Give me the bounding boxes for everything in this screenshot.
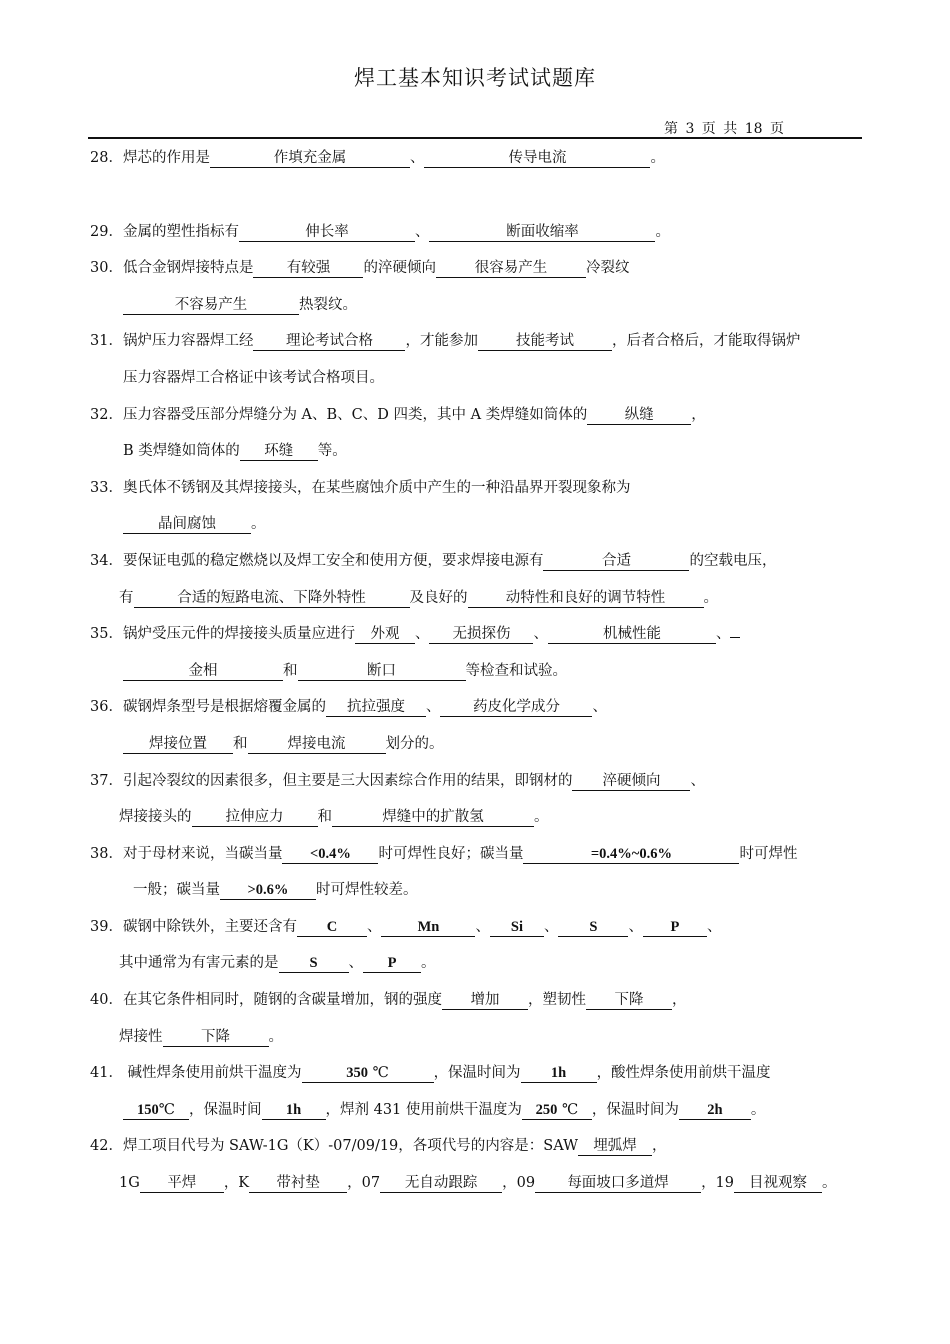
- answer-blank: 技能考试: [478, 333, 612, 351]
- question-32: 32．压力容器受压部分焊缝分为 A、B、C、D 四类，其中 A 类焊缝如筒体的 纵缝 ，: [90, 406, 706, 423]
- answer-blank: Mn: [381, 919, 475, 937]
- question-36-line2: 焊接位置 和 焊接电流 划分的。: [90, 732, 862, 756]
- answer-blank: C: [297, 919, 367, 937]
- question-28: 28．焊芯的作用是 作填充金属 、 传导电流 。: [90, 150, 665, 166]
- answer-blank: 很容易产生: [436, 260, 586, 278]
- answer-blank: 埋弧焊: [578, 1138, 652, 1156]
- answer-blank: 焊接电流: [248, 736, 386, 754]
- answer-blank: 有较强: [253, 260, 363, 278]
- answer-blank: 增加: [442, 992, 528, 1010]
- page-number: 第 3 页 共 18 页: [664, 121, 784, 137]
- question-33: 33．奥氏体不锈钢及其焊接接头，在某些腐蚀介质中产生的一种沿晶界开裂现象称为: [90, 479, 631, 496]
- question-29: 29．金属的塑性指标有 伸长率 、 断面收缩率 。: [90, 223, 670, 240]
- answer-blank: >0.6%: [220, 882, 316, 900]
- question-37-line2: 焊接接头的 拉伸应力 和 焊缝中的扩散氢 。: [119, 809, 549, 826]
- answer-blank: 平焊: [140, 1175, 224, 1193]
- answer-blank: P: [643, 919, 707, 937]
- question-34: 34．要保证电弧的稳定燃烧以及焊工安全和使用方便，要求焊接电源有 合适 的空载电压，: [90, 552, 777, 569]
- answer-blank: S: [279, 955, 349, 973]
- question-40-line2: 焊接性 下降 。: [119, 1028, 283, 1045]
- answer-blank: P: [363, 955, 421, 973]
- answer-blank: 合适: [543, 553, 689, 571]
- answer-blank: 作填充金属: [210, 150, 410, 168]
- answer-blank: [730, 637, 740, 638]
- answer-blank: 药皮化学成分: [440, 699, 592, 717]
- answer-blank: 2h: [679, 1102, 751, 1120]
- question-42: 42．焊工项目代号为 SAW-1G（K）-07/09/19，各项代号的内容是：SAW 埋弧焊 ，: [90, 1138, 667, 1155]
- answer-blank: 下降: [586, 992, 672, 1010]
- question-30-line2: 不容易产生 热裂纹。: [90, 293, 862, 317]
- answer-blank: 带衬垫: [249, 1175, 347, 1193]
- answer-blank: 晶间腐蚀: [123, 516, 251, 534]
- answer-blank: 淬硬倾向: [572, 773, 690, 791]
- answer-blank: Si: [490, 919, 544, 937]
- answer-blank: 外观: [355, 626, 415, 644]
- answer-blank: 金相: [123, 663, 283, 681]
- question-37: 37．引起冷裂纹的因素很多，但主要是三大因素综合作用的结果，即钢材的 淬硬倾向 、: [90, 772, 705, 789]
- answer-blank: 动特性和良好的调节特性: [468, 590, 704, 608]
- answer-blank: 目视观察: [734, 1175, 822, 1193]
- answer-blank: 伸长率: [239, 224, 415, 242]
- answer-blank: 250 ℃: [522, 1102, 592, 1120]
- question-36: 36．碳钢焊条型号是根据熔覆金属的 抗拉强度 、 药皮化学成分 、: [90, 699, 607, 716]
- answer-blank: 焊接位置: [123, 736, 233, 754]
- answer-blank: 传导电流: [424, 150, 650, 168]
- answer-blank: 环缝: [240, 443, 318, 461]
- question-41-line2: 150℃ ，保温时间 1h ，焊剂 431 使用前烘干温度为 250 ℃ ，保温时间为 2h 。: [90, 1098, 862, 1122]
- page-title: 焊工基本知识考试试题库: [354, 66, 596, 90]
- question-39: 39．碳钢中除铁外，主要还含有 C 、 Mn 、 Si 、 S 、 P 、: [90, 918, 722, 935]
- answer-blank: S: [558, 919, 628, 937]
- question-41: 41． 碱性焊条使用前烘干温度为 350 ℃ ，保温时间为 1h ，酸性焊条使用前烘干温度: [90, 1065, 771, 1082]
- question-40: 40．在其它条件相同时，随钢的含碳量增加，钢的强度 增加 ，塑韧性 下降 ，: [90, 992, 687, 1009]
- question-39-line2: 其中通常为有害元素的是 S 、 P 。: [119, 955, 436, 972]
- question-35: 35．锅炉受压元件的焊接接头质量应进行 外观 、 无损探伤 、 机械性能 、: [90, 622, 862, 646]
- answer-blank: 下降: [163, 1029, 269, 1047]
- question-list: [90, 146, 862, 1195]
- question-38-line2: 一般；碳当量 >0.6% 时可焊性较差。: [133, 882, 418, 899]
- answer-blank: 150℃: [123, 1102, 189, 1120]
- answer-blank: 不容易产生: [123, 297, 299, 315]
- question-31: 31．锅炉压力容器焊工经 理论考试合格 ，才能参加 技能考试 ，后者合格后，才能取得锅炉: [90, 333, 801, 350]
- question-31-line2: 压力容器焊工合格证中该考试合格项目。: [123, 369, 384, 386]
- question-32-line2: B 类焊缝如筒体的 环缝 等。: [123, 443, 347, 460]
- answer-blank: 机械性能: [548, 626, 716, 644]
- answer-blank: 每面坡口多道焊: [535, 1175, 701, 1193]
- answer-blank: <0.4%: [282, 846, 378, 864]
- answer-blank: 合适的短路电流、下降外特性: [134, 590, 410, 608]
- answer-blank: 无损探伤: [429, 626, 533, 644]
- question-34-line2: 有 合适的短路电流、下降外特性 及良好的 动特性和良好的调节特性 。: [119, 589, 718, 606]
- header-rule: [88, 137, 862, 139]
- answer-blank: 无自动跟踪: [380, 1175, 502, 1193]
- question-38: 38．对于母材来说，当碳当量 <0.4% 时可焊性良好；碳当量 =0.4%~0.6% 时可焊性: [90, 845, 798, 862]
- answer-blank: =0.4%~0.6%: [523, 846, 739, 864]
- question-42-line2: 1G 平焊 ，K 带衬垫 ，07 无自动跟踪 ，09 每面坡口多道焊 ，19 目视观察 。: [119, 1175, 837, 1192]
- question-30: 30．低合金钢焊接特点是 有较强 的淬硬倾向 很容易产生 冷裂纹: [90, 260, 630, 277]
- answer-blank: 350 ℃: [302, 1065, 434, 1083]
- answer-blank: 1h: [262, 1102, 326, 1120]
- answer-blank: 1h: [521, 1065, 597, 1083]
- answer-blank: 纵缝: [587, 407, 691, 425]
- answer-blank: 断面收缩率: [429, 224, 655, 242]
- answer-blank: 拉伸应力: [192, 809, 318, 827]
- answer-blank: 断口: [298, 663, 466, 681]
- question-33-line2: 晶间腐蚀 。: [90, 512, 862, 536]
- answer-blank: 焊缝中的扩散氢: [332, 809, 534, 827]
- answer-blank: 理论考试合格: [253, 333, 405, 351]
- answer-blank: 抗拉强度: [326, 699, 426, 717]
- question-35-line2: 金相 和 断口 等检查和试验。: [90, 659, 862, 683]
